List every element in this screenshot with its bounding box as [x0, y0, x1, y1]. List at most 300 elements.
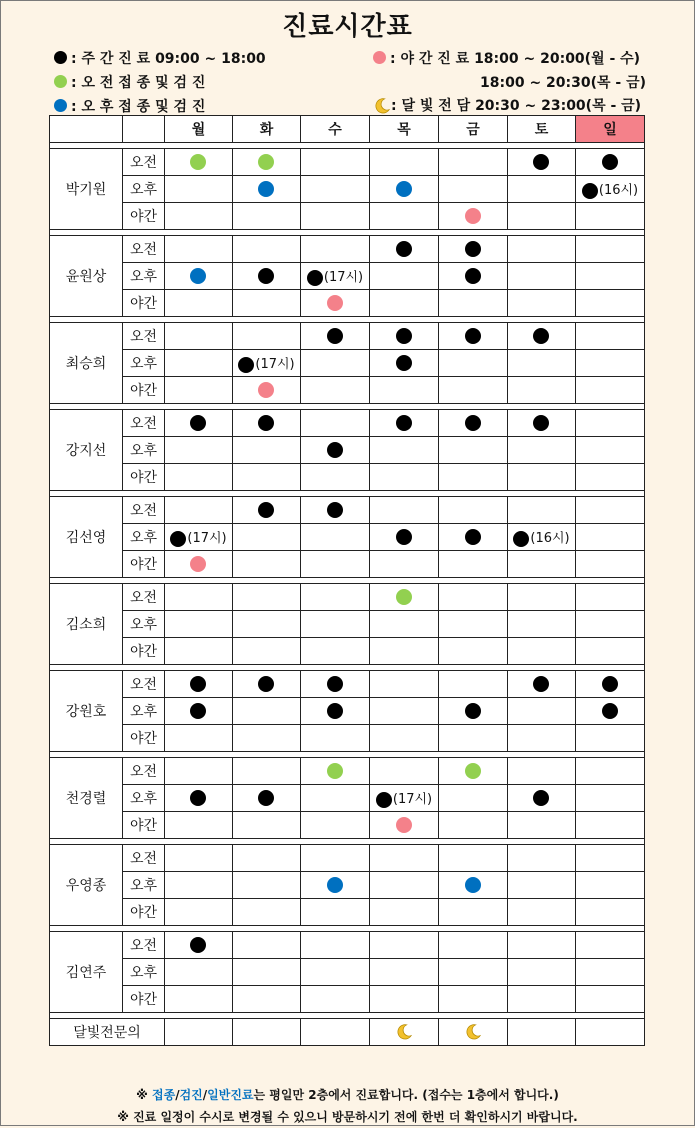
- day-header: 수: [301, 116, 370, 143]
- day-clinic-mark: [465, 529, 481, 545]
- schedule-cell: [508, 899, 576, 926]
- schedule-row: [50, 671, 645, 698]
- schedule-cell: [576, 671, 645, 698]
- schedule-cell: [508, 524, 576, 551]
- time-slot-label: 야간: [123, 551, 165, 578]
- schedule-cell: [370, 410, 439, 437]
- schedule-cell: [233, 410, 301, 437]
- schedule-row: [50, 350, 645, 377]
- schedule-row: [50, 611, 645, 638]
- schedule-cell: [301, 959, 370, 986]
- doctor-name: 강원호: [50, 671, 123, 752]
- schedule-row: [50, 290, 645, 317]
- schedule-cell: [165, 290, 233, 317]
- schedule-cell: [576, 611, 645, 638]
- legend-night-2: 18:00 ~ 20:30(목 - 금): [480, 75, 647, 91]
- schedule-cell: [165, 959, 233, 986]
- schedule-cell: [301, 263, 370, 290]
- schedule-row: [50, 932, 645, 959]
- day-clinic-mark: [170, 531, 186, 547]
- schedule-cell: [508, 236, 576, 263]
- doctor-name: 최승희: [50, 323, 123, 404]
- schedule-cell: [370, 671, 439, 698]
- schedule-cell: [508, 410, 576, 437]
- schedule-cell: [508, 959, 576, 986]
- black-dot-icon: [54, 51, 67, 64]
- schedule-cell: [576, 899, 645, 926]
- schedule-cell: [508, 323, 576, 350]
- day-clinic-mark: [465, 241, 481, 257]
- crescent-moon-icon: [464, 1023, 482, 1041]
- schedule-row: [50, 497, 645, 524]
- time-slot-label: 오후: [123, 263, 165, 290]
- schedule-cell: [233, 725, 301, 752]
- schedule-cell: [439, 464, 508, 491]
- schedule-cell: [439, 758, 508, 785]
- time-slot-label: 야간: [123, 899, 165, 926]
- blue-dot-icon: [54, 99, 67, 112]
- night-clinic-mark: [190, 556, 206, 572]
- day-clinic-mark: [190, 937, 206, 953]
- time-slot-label: 야간: [123, 725, 165, 752]
- schedule-cell: [370, 350, 439, 377]
- schedule-cell: [233, 638, 301, 665]
- schedule-cell: [233, 290, 301, 317]
- note-1: ※ 접종/검진/일반진료는 평일만 2층에서 진료합니다. (접수는 1층에서 합니다.): [136, 1088, 559, 1102]
- schedule-cell: [576, 437, 645, 464]
- day-header: 금: [439, 116, 508, 143]
- time-slot-label: 야간: [123, 464, 165, 491]
- schedule-cell: [165, 437, 233, 464]
- schedule-cell: [165, 149, 233, 176]
- day-header-sunday: 일: [576, 116, 645, 143]
- schedule-cell: [301, 497, 370, 524]
- time-slot-label: 오전: [123, 845, 165, 872]
- schedule-row: [50, 203, 645, 230]
- schedule-cell: [301, 149, 370, 176]
- schedule-cell: [370, 758, 439, 785]
- schedule-cell: [165, 872, 233, 899]
- morning-vaccination-mark: [396, 589, 412, 605]
- schedule-cell: [439, 524, 508, 551]
- schedule-cell: [301, 638, 370, 665]
- afternoon-vaccination-mark: [465, 877, 481, 893]
- green-dot-icon: [54, 75, 67, 88]
- schedule-cell: [233, 176, 301, 203]
- doctor-name: 윤원상: [50, 236, 123, 317]
- moon-doctor-row: [50, 1019, 645, 1046]
- schedule-cell: [439, 1019, 508, 1046]
- schedule-cell: [576, 263, 645, 290]
- schedule-cell: [439, 959, 508, 986]
- schedule-cell: [165, 203, 233, 230]
- day-clinic-mark: [513, 531, 529, 547]
- schedule-cell: [233, 323, 301, 350]
- day-clinic-mark: [190, 415, 206, 431]
- day-clinic-mark: [533, 328, 549, 344]
- schedule-cell: [508, 263, 576, 290]
- schedule-cell: [576, 932, 645, 959]
- schedule-cell: [301, 785, 370, 812]
- doctor-name: 우영종: [50, 845, 123, 926]
- day-clinic-mark: [602, 154, 618, 170]
- schedule-cell: [301, 377, 370, 404]
- schedule-cell: [301, 725, 370, 752]
- schedule-cell: [439, 872, 508, 899]
- day-clinic-mark: [465, 703, 481, 719]
- end-time-note: (17시): [392, 792, 433, 808]
- schedule-cell: [370, 323, 439, 350]
- time-slot-label: 오전: [123, 584, 165, 611]
- schedule-cell: [439, 785, 508, 812]
- schedule-cell: [576, 758, 645, 785]
- day-clinic-mark: [190, 703, 206, 719]
- schedule-cell: [508, 671, 576, 698]
- schedule-cell: [439, 845, 508, 872]
- schedule-cell: [165, 464, 233, 491]
- day-clinic-mark: [396, 355, 412, 371]
- schedule-cell: [508, 584, 576, 611]
- morning-vaccination-mark: [190, 154, 206, 170]
- schedule-row: [50, 464, 645, 491]
- day-header: 화: [233, 116, 301, 143]
- morning-vaccination-mark: [258, 154, 274, 170]
- schedule-cell: [165, 323, 233, 350]
- schedule-cell: [439, 203, 508, 230]
- schedule-cell: [301, 1019, 370, 1046]
- schedule-cell: [370, 437, 439, 464]
- schedule-row: [50, 986, 645, 1013]
- schedule-row: [50, 410, 645, 437]
- schedule-cell: [165, 584, 233, 611]
- schedule-cell: [439, 899, 508, 926]
- schedule-cell: [508, 611, 576, 638]
- schedule-cell: [576, 464, 645, 491]
- day-clinic-mark: [376, 792, 392, 808]
- schedule-cell: [301, 410, 370, 437]
- schedule-cell: [576, 584, 645, 611]
- schedule-cell: [576, 290, 645, 317]
- schedule-cell: [233, 872, 301, 899]
- schedule-cell: [508, 290, 576, 317]
- schedule-cell: [233, 932, 301, 959]
- schedule-cell: [439, 671, 508, 698]
- schedule-cell: [301, 437, 370, 464]
- schedule-cell: [165, 698, 233, 725]
- time-slot-label: 오전: [123, 323, 165, 350]
- time-slot-label: 오후: [123, 611, 165, 638]
- schedule-cell: [439, 497, 508, 524]
- day-clinic-mark: [258, 790, 274, 806]
- schedule-cell: [439, 698, 508, 725]
- schedule-cell: [233, 698, 301, 725]
- moon-doctor-label: 달빛전문의: [50, 1019, 165, 1046]
- schedule-row: [50, 785, 645, 812]
- time-slot-label: 오전: [123, 497, 165, 524]
- schedule-cell: [508, 698, 576, 725]
- crescent-moon-icon: [373, 97, 391, 115]
- schedule-cell: [439, 812, 508, 839]
- schedule-cell: [370, 584, 439, 611]
- schedule-cell: [439, 377, 508, 404]
- day-clinic-mark: [190, 676, 206, 692]
- schedule-row: [50, 377, 645, 404]
- schedule-cell: [508, 437, 576, 464]
- day-clinic-mark: [327, 442, 343, 458]
- schedule-cell: [576, 236, 645, 263]
- schedule-cell: [165, 812, 233, 839]
- day-clinic-mark: [327, 328, 343, 344]
- schedule-cell: [439, 176, 508, 203]
- schedule-cell: [370, 845, 439, 872]
- day-clinic-mark: [465, 268, 481, 284]
- time-slot-label: 오후: [123, 872, 165, 899]
- schedule-cell: [508, 758, 576, 785]
- day-header: 목: [370, 116, 439, 143]
- afternoon-vaccination-mark: [396, 181, 412, 197]
- schedule-cell: [370, 290, 439, 317]
- schedule-cell: [508, 350, 576, 377]
- crescent-moon-icon: [395, 1023, 413, 1041]
- schedule-cell: [439, 551, 508, 578]
- doctor-name: 김소희: [50, 584, 123, 665]
- schedule-cell: [439, 236, 508, 263]
- schedule-cell: [370, 611, 439, 638]
- header-row: [50, 116, 645, 143]
- schedule-cell: [576, 497, 645, 524]
- schedule-cell: [165, 785, 233, 812]
- schedule-cell: [301, 845, 370, 872]
- schedule-cell: [370, 899, 439, 926]
- schedule-cell: [370, 176, 439, 203]
- schedule-cell: [370, 263, 439, 290]
- schedule-row: [50, 437, 645, 464]
- schedule-cell: [508, 176, 576, 203]
- doctor-name: 김연주: [50, 932, 123, 1013]
- schedule-cell: [165, 176, 233, 203]
- time-slot-label: 오후: [123, 524, 165, 551]
- day-clinic-mark: [258, 415, 274, 431]
- schedule-cell: [301, 203, 370, 230]
- schedule-cell: [508, 203, 576, 230]
- doctor-name: 천경렬: [50, 758, 123, 839]
- schedule-cell: [233, 551, 301, 578]
- schedule-cell: [370, 638, 439, 665]
- day-clinic-mark: [327, 502, 343, 518]
- day-clinic-mark: [533, 154, 549, 170]
- schedule-cell: [370, 1019, 439, 1046]
- schedule-cell: [370, 377, 439, 404]
- day-clinic-mark: [258, 502, 274, 518]
- schedule-cell: [576, 149, 645, 176]
- time-slot-label: 오전: [123, 149, 165, 176]
- day-clinic-mark: [258, 268, 274, 284]
- schedule-cell: [508, 785, 576, 812]
- schedule-cell: [165, 1019, 233, 1046]
- morning-vaccination-mark: [327, 763, 343, 779]
- schedule-row: [50, 263, 645, 290]
- doctor-name: 강지선: [50, 410, 123, 491]
- schedule-cell: [508, 551, 576, 578]
- schedule-cell: [508, 845, 576, 872]
- schedule-cell: [301, 323, 370, 350]
- schedule-cell: [233, 899, 301, 926]
- schedule-cell: [508, 464, 576, 491]
- schedule-cell: [370, 785, 439, 812]
- schedule-cell: [301, 611, 370, 638]
- time-slot-label: 오전: [123, 758, 165, 785]
- schedule-cell: [576, 812, 645, 839]
- schedule-cell: [233, 464, 301, 491]
- schedule-row: [50, 584, 645, 611]
- schedule-row: [50, 524, 645, 551]
- schedule-row: [50, 959, 645, 986]
- schedule-row: [50, 551, 645, 578]
- afternoon-vaccination-mark: [327, 877, 343, 893]
- schedule-cell: [233, 986, 301, 1013]
- schedule-cell: [370, 524, 439, 551]
- schedule-cell: [576, 551, 645, 578]
- schedule-cell: [301, 551, 370, 578]
- schedule-cell: [233, 785, 301, 812]
- schedule-cell: [439, 986, 508, 1013]
- day-clinic-mark: [238, 357, 254, 373]
- schedule-cell: [508, 932, 576, 959]
- schedule-cell: [508, 638, 576, 665]
- schedule-row: [50, 149, 645, 176]
- schedule-row: [50, 176, 645, 203]
- time-slot-label: 오전: [123, 671, 165, 698]
- schedule-row: [50, 845, 645, 872]
- night-clinic-mark: [396, 817, 412, 833]
- schedule-cell: [301, 524, 370, 551]
- schedule-row: [50, 236, 645, 263]
- schedule-cell: [370, 959, 439, 986]
- schedule-cell: [508, 812, 576, 839]
- schedule-cell: [439, 932, 508, 959]
- schedule-cell: [301, 932, 370, 959]
- schedule-cell: [233, 149, 301, 176]
- day-clinic-mark: [396, 529, 412, 545]
- schedule-cell: [576, 323, 645, 350]
- schedule-cell: [439, 437, 508, 464]
- day-clinic-mark: [258, 676, 274, 692]
- schedule-cell: [301, 812, 370, 839]
- schedule-cell: [439, 725, 508, 752]
- schedule-cell: [233, 497, 301, 524]
- schedule-cell: [508, 872, 576, 899]
- schedule-cell: [301, 584, 370, 611]
- day-header: 월: [165, 116, 233, 143]
- note-2: ※ 진료 일정이 수시로 변경될 수 있으니 방문하시기 전에 한번 더 확인하시기 바랍니다.: [117, 1110, 578, 1124]
- time-slot-label: 오후: [123, 785, 165, 812]
- schedule-cell: [165, 551, 233, 578]
- day-clinic-mark: [533, 676, 549, 692]
- day-clinic-mark: [602, 676, 618, 692]
- schedule-cell: [233, 350, 301, 377]
- schedule-cell: [370, 725, 439, 752]
- doctor-name: 박기원: [50, 149, 123, 230]
- schedule-cell: [576, 986, 645, 1013]
- schedule-cell: [165, 758, 233, 785]
- schedule-cell: [576, 698, 645, 725]
- schedule-cell: [301, 671, 370, 698]
- schedule-cell: [233, 377, 301, 404]
- schedule-cell: [576, 350, 645, 377]
- footer-notes: [0, 1084, 695, 1128]
- schedule-cell: [233, 671, 301, 698]
- night-clinic-mark: [327, 295, 343, 311]
- schedule-cell: [233, 437, 301, 464]
- schedule-cell: [576, 176, 645, 203]
- time-slot-label: 오전: [123, 932, 165, 959]
- schedule-row: [50, 725, 645, 752]
- end-time-note: (17시): [187, 531, 227, 547]
- schedule-cell: [165, 350, 233, 377]
- schedule-cell: [165, 263, 233, 290]
- schedule-cell: [508, 149, 576, 176]
- schedule-cell: [508, 377, 576, 404]
- schedule-cell: [439, 638, 508, 665]
- schedule-cell: [439, 584, 508, 611]
- schedule-cell: [165, 725, 233, 752]
- schedule-cell: [233, 1019, 301, 1046]
- schedule-row: [50, 872, 645, 899]
- end-time-note: (16시): [598, 183, 639, 199]
- afternoon-vaccination-mark: [190, 268, 206, 284]
- legend-moon: : 달 빛 전 담 20:30 ~ 23:00(목 - 금): [373, 95, 641, 115]
- schedule-cell: [301, 698, 370, 725]
- schedule-cell: [301, 464, 370, 491]
- schedule-cell: [301, 758, 370, 785]
- day-clinic-mark: [533, 415, 549, 431]
- schedule-cell: [165, 986, 233, 1013]
- schedule-row: [50, 698, 645, 725]
- day-clinic-mark: [327, 703, 343, 719]
- schedule-cell: [233, 203, 301, 230]
- day-clinic-mark: [396, 415, 412, 431]
- day-clinic-mark: [582, 183, 598, 199]
- schedule-cell: [165, 236, 233, 263]
- day-clinic-mark: [533, 790, 549, 806]
- legend-day: : 주 간 진 료 09:00 ~ 18:00: [54, 48, 266, 68]
- schedule-cell: [165, 497, 233, 524]
- schedule-cell: [301, 236, 370, 263]
- pink-dot-icon: [373, 51, 386, 64]
- legend-night: : 야 간 진 료 18:00 ~ 20:00(월 - 수): [373, 48, 640, 68]
- day-clinic-mark: [307, 270, 323, 286]
- schedule-row: [50, 899, 645, 926]
- schedule-cell: [301, 176, 370, 203]
- time-slot-label: 야간: [123, 812, 165, 839]
- schedule-cell: [165, 671, 233, 698]
- schedule-cell: [370, 812, 439, 839]
- schedule-cell: [439, 149, 508, 176]
- schedule-cell: [233, 263, 301, 290]
- schedule-cell: [370, 203, 439, 230]
- schedule-cell: [576, 845, 645, 872]
- time-slot-label: 야간: [123, 203, 165, 230]
- schedule-cell: [576, 377, 645, 404]
- schedule-cell: [301, 290, 370, 317]
- day-clinic-mark: [327, 676, 343, 692]
- schedule-cell: [301, 986, 370, 1013]
- end-time-note: (17시): [323, 270, 364, 286]
- schedule-cell: [233, 236, 301, 263]
- schedule-cell: [370, 497, 439, 524]
- schedule-cell: [165, 932, 233, 959]
- schedule-cell: [165, 524, 233, 551]
